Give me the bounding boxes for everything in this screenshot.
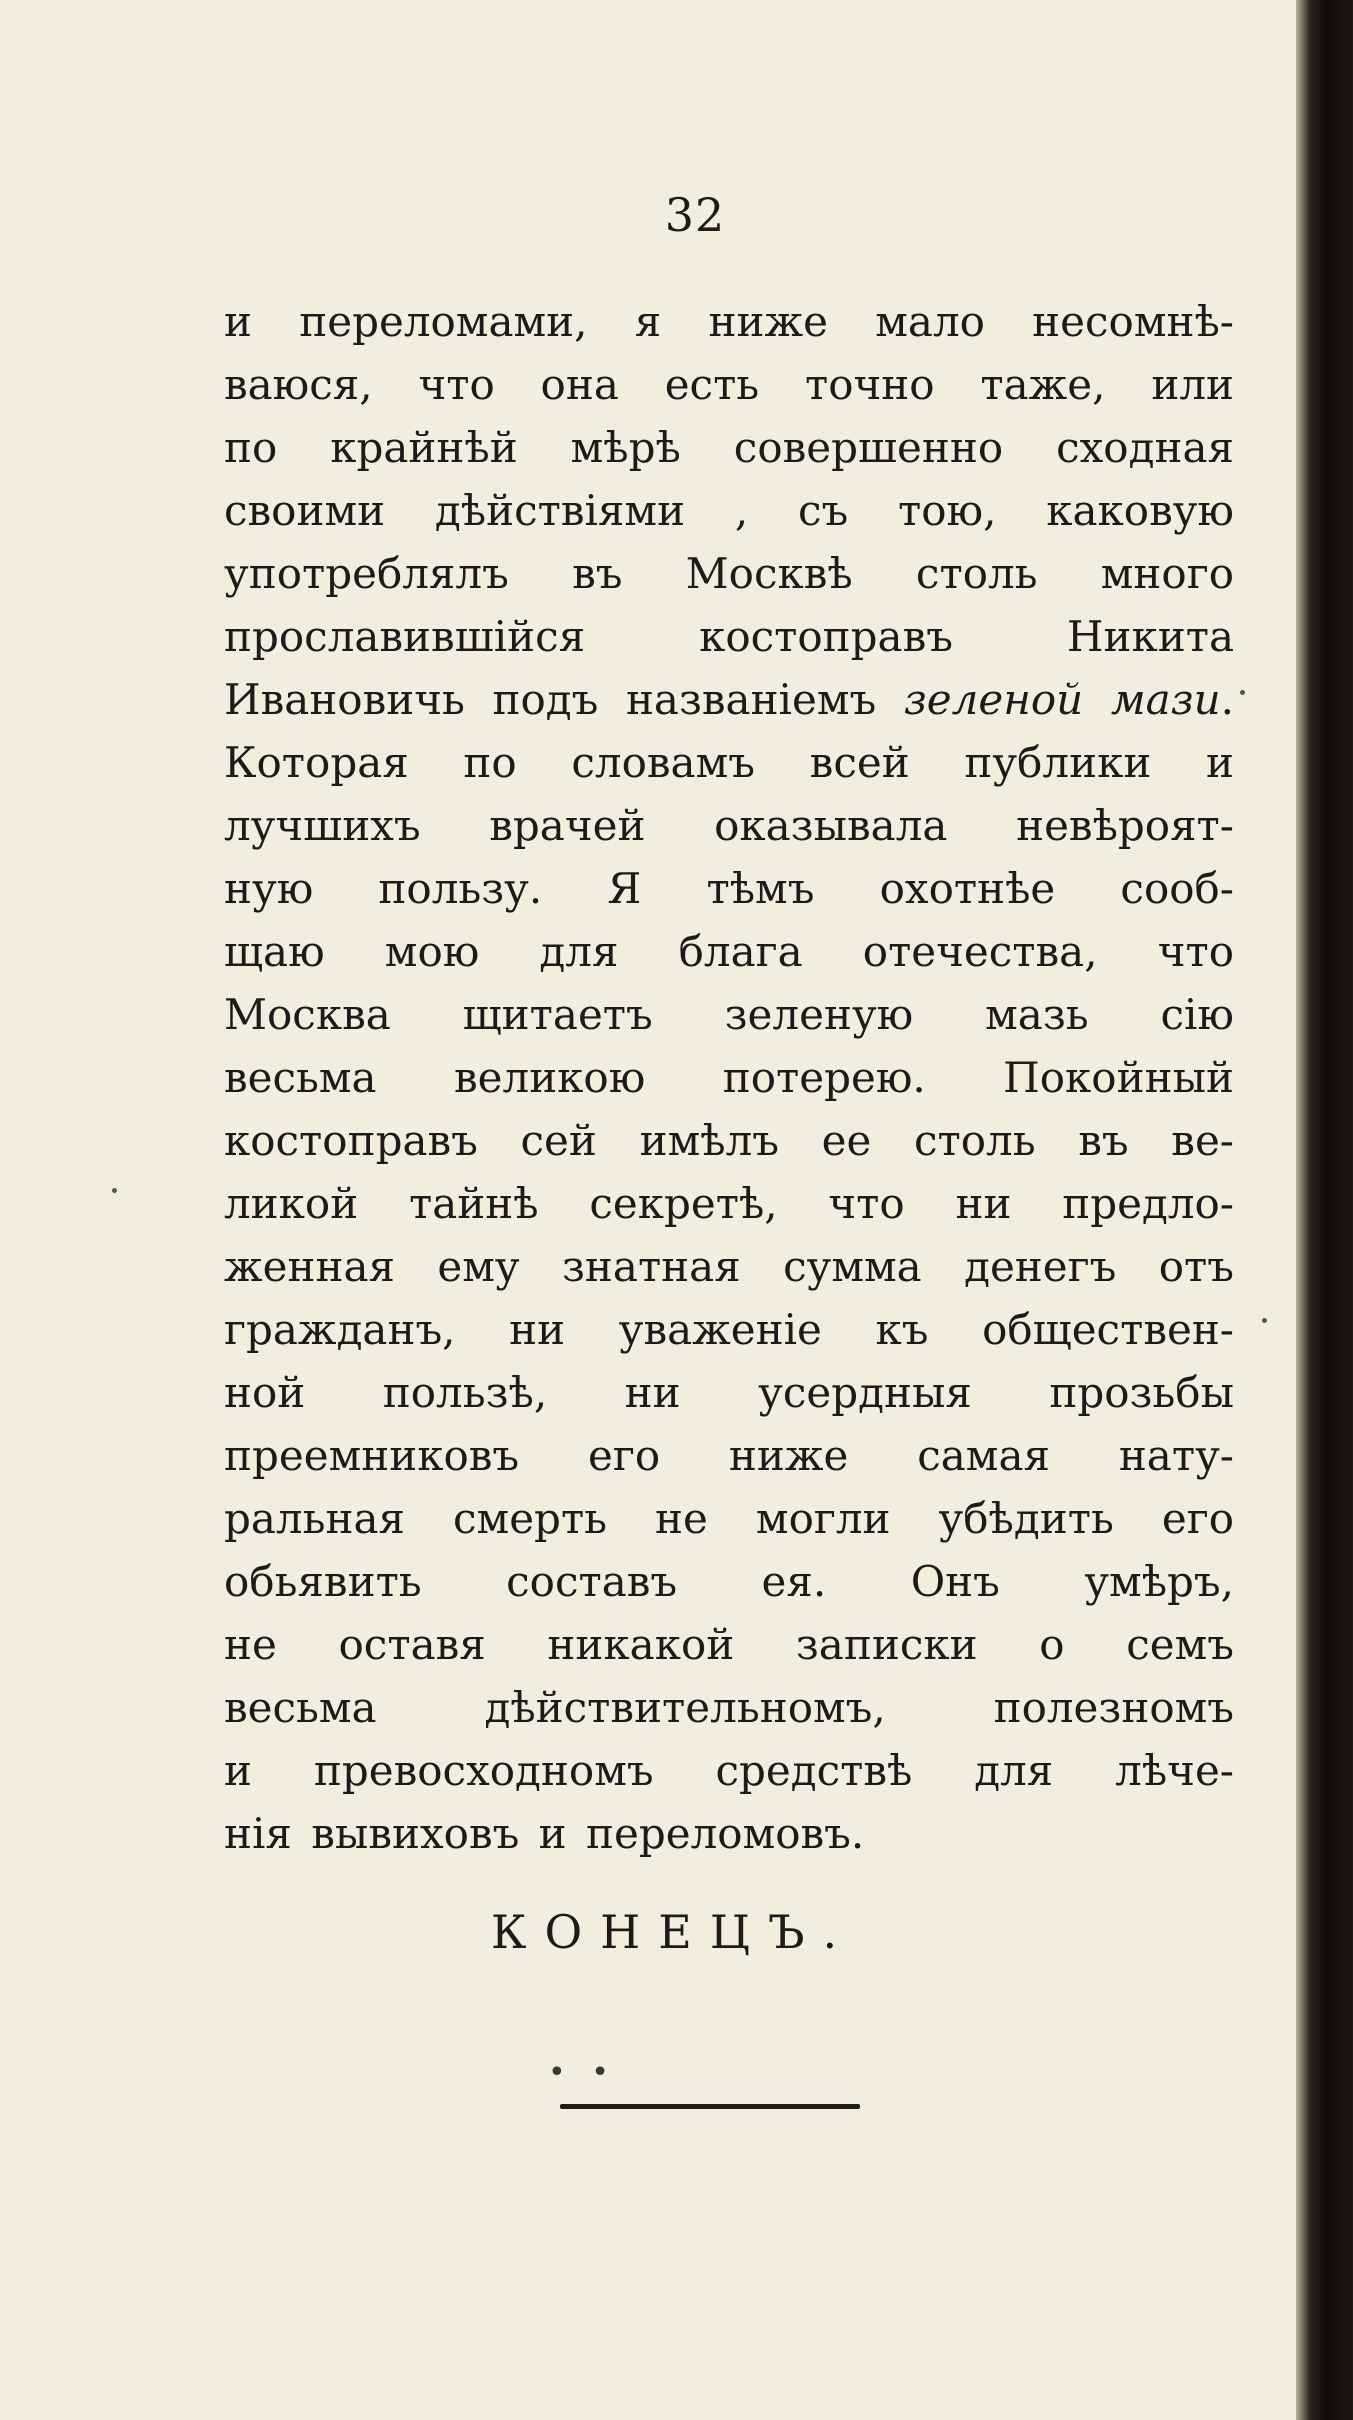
text-line-content: и превосходномъ средствѣ для лѣче-	[224, 1746, 1234, 1795]
text-line-content: ной пользѣ, ни усердныя прозьбы	[224, 1368, 1234, 1417]
text-line-content: костоправъ сей имѣлъ ее столь въ ве-	[224, 1116, 1234, 1165]
text-line-content: Которая по словамъ всей публики и	[224, 738, 1234, 787]
text-line	[224, 1424, 1234, 1487]
text-line	[224, 1109, 1234, 1172]
text-line	[224, 479, 1234, 542]
text-line	[224, 1172, 1234, 1235]
text-line	[224, 983, 1234, 1046]
text-line	[224, 1298, 1234, 1361]
text-line-content: ральная смерть не могли убѣдить его	[224, 1494, 1234, 1543]
text-line	[224, 1361, 1234, 1424]
text-line	[224, 1235, 1234, 1298]
text-line-content: своими дѣйствіями , съ тою, каковую	[224, 486, 1234, 535]
text-line	[224, 290, 1234, 353]
text-line	[224, 1802, 1234, 1865]
italic-phrase: зеленой мази	[903, 675, 1221, 724]
page-number: 32	[664, 188, 726, 242]
text-line	[224, 542, 1234, 605]
text-line-content: употреблялъ въ Москвѣ столь много	[224, 549, 1234, 598]
text-line	[224, 1739, 1234, 1802]
text-line-content: лучшихъ врачей оказывала невѣроят-	[224, 801, 1234, 850]
text-line-content: по крайнѣй мѣрѣ совершенно сходная	[224, 423, 1234, 472]
text-line-content: не оставя никакой записки о семъ	[224, 1620, 1234, 1669]
text-line-content: Ивановичь подъ названіемъ	[224, 675, 904, 724]
text-line-content: весьма дѣйствительномъ, полезномъ	[224, 1683, 1234, 1732]
text-line-content: ваюся, что она есть точно таже, или	[224, 360, 1234, 409]
book-spine-edge	[1296, 0, 1353, 2420]
text-line-content: весьма великою потерею. Покойный	[224, 1053, 1234, 1102]
text-line-content: обьявить составъ ея. Онъ умѣръ,	[224, 1557, 1234, 1606]
text-line	[224, 353, 1234, 416]
text-line	[224, 1676, 1234, 1739]
end-rule	[560, 2104, 860, 2109]
text-line	[224, 857, 1234, 920]
ornament-dots: • •	[548, 2055, 617, 2090]
text-line	[224, 1550, 1234, 1613]
text-line-content: нія вывиховъ и переломовъ.	[224, 1809, 865, 1858]
text-line-punctuation: .	[1220, 675, 1235, 724]
ink-speck	[112, 1188, 117, 1193]
ink-speck	[1240, 690, 1245, 695]
text-line	[224, 1046, 1234, 1109]
body-text	[224, 290, 1234, 1865]
text-line	[224, 416, 1234, 479]
text-line-content: ную пользу. Я тѣмъ охотнѣе сооб-	[224, 864, 1234, 913]
text-line	[224, 731, 1234, 794]
text-line-content: Москва щитаетъ зеленую мазь сію	[224, 990, 1234, 1039]
text-line-content: женная ему знатная сумма денегъ отъ	[224, 1242, 1234, 1291]
text-line-content: гражданъ, ни уваженіе къ обществен-	[224, 1305, 1234, 1354]
text-line	[224, 794, 1234, 857]
text-line	[224, 920, 1234, 983]
text-line-content: ликой тайнѣ секретѣ, что ни предло-	[224, 1179, 1234, 1228]
text-line	[224, 668, 1234, 731]
end-heading: КОНЕЦЪ.	[490, 1905, 856, 1959]
text-line-content: прославившійся костоправъ Никита	[224, 612, 1234, 661]
text-line	[224, 1613, 1234, 1676]
text-line-content: и переломами, я ниже мало несомнѣ-	[224, 297, 1234, 346]
ink-speck	[1262, 1318, 1267, 1323]
text-line-content: преемниковъ его ниже самая нату-	[224, 1431, 1234, 1480]
text-line-content: щаю мою для блага отечества, что	[224, 927, 1234, 976]
text-line	[224, 605, 1234, 668]
text-line	[224, 1487, 1234, 1550]
